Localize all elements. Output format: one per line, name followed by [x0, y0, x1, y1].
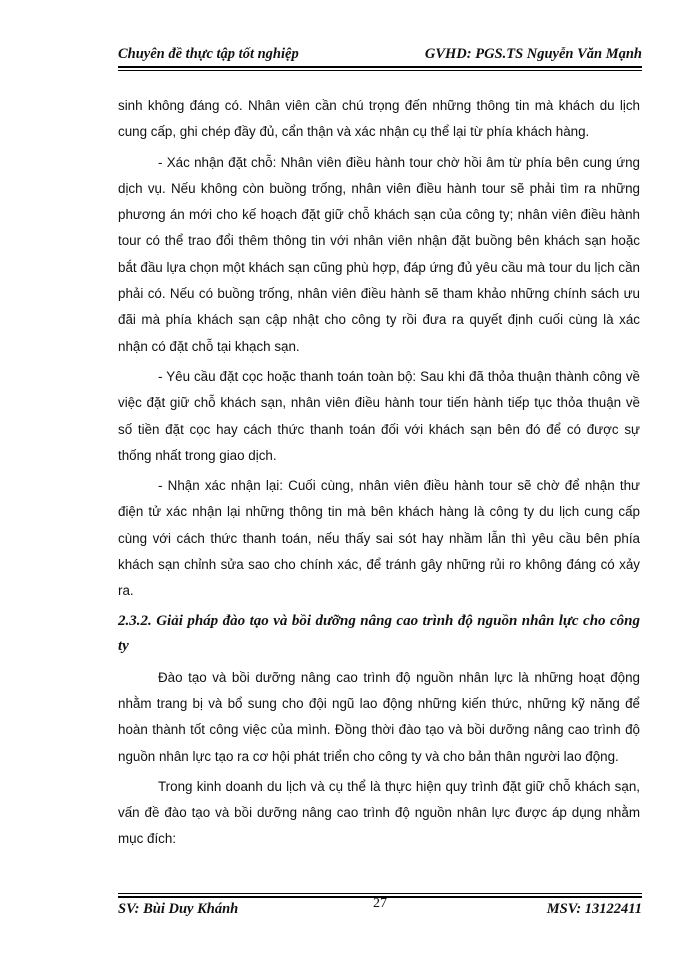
- header-rule-thin: [118, 70, 642, 71]
- paragraph-booking-confirmation: - Xác nhận đặt chỗ: Nhân viên điều hành tour chờ hồi âm từ phía bên cung ứng dịch vụ. Nếu không còn buồng trống, nhân viên điều hành tour sẽ phải tìm ra những phương án mới cho kế hoạch đặt giữ chỗ khách sạn của công ty; nhân viên điều hành tour có thể trao đổi thêm thông tin với nhân viên nhận đặt buồng bên khách sạn hoặc bắt đầu lựa chọn một khách sạn cũng phù hợp, đáp ứng đủ yêu cầu mà tour du lịch cần phải có. Nếu có buồng trống, nhân viên điều hành sẽ tham khảo những chính sách ưu đãi mà phía khách sạn cập nhật cho công ty rồi đưa ra quyết định cuối cùng là xác nhận có đặt chỗ tại khạch sạn.: [118, 154, 640, 354]
- header-rule-thick: [118, 66, 642, 68]
- paragraph-continued: sinh không đáng có. Nhân viên cần chú trọng đến những thông tin mà khách du lịch cung cấp, ghi chép đầy đủ, cẩn thận và xác nhận cụ thể lại từ phía khách hàng.: [118, 98, 640, 140]
- paragraph-reconfirmation: - Nhận xác nhận lại: Cuối cùng, nhân viên điều hành tour sẽ chờ để nhận thư điện tử xác nhận lại những thông tin mà bên khách hàng là công ty du lịch cung cấp cùng với cách thức thanh toán, nếu thấy sai sót hay nhầm lẫn thì yêu cầu bên phía khách sạn chỉnh sửa sao cho chính xác, để tránh gây những rủi ro không đáng có xảy ra.: [118, 478, 640, 599]
- page-footer: [118, 893, 642, 919]
- footer-rule-thin: [118, 893, 642, 894]
- header-advisor: GVHD: PGS.TS Nguyễn Văn Mạnh: [424, 46, 642, 62]
- footer-student-id: MSV: 13122411: [546, 901, 642, 917]
- paragraph-training-purpose: Trong kinh doanh du lịch và cụ thể là thực hiện quy trình đặt giữ chỗ khách sạn, vấn đề đào tạo và bồi dưỡng nâng cao trình độ nguồn nhân lực được áp dụng nhằm mục đích:: [118, 778, 640, 847]
- header-document-title: Chuyên đề thực tập tốt nghiệp: [118, 46, 299, 62]
- page-header: [118, 44, 642, 70]
- section-heading: 2.3.2. Giải pháp đào tạo và bồi dưỡng nâng cao trình độ nguồn nhân lực cho công ty: [118, 612, 640, 654]
- document-body: [118, 93, 640, 857]
- paragraph-training-definition: Đào tạo và bồi dưỡng nâng cao trình độ nguồn nhân lực là những hoạt động nhằm trang bị và bổ sung cho đội ngũ lao động những kiến thức, những kỹ năng để hoàn thành tốt công việc của mình. Đồng thời đào tạo và bồi dưỡng nâng cao trình độ nguồn nhân lực tạo ra cơ hội phát triển cho công ty và cho bản thân người lao động.: [118, 669, 640, 764]
- paragraph-deposit-request: - Yêu cầu đặt cọc hoặc thanh toán toàn bộ: Sau khi đã thỏa thuận thành công về việc đặt giữ chỗ khách sạn, nhân viên điều hành tour tiến hành tiếp tục thỏa thuận về số tiền đặt cọc hay cách thức thanh toán đối với khách sạn bên đó để có được sự thống nhất trong giao dịch.: [118, 368, 640, 463]
- footer-student-name: SV: Bùi Duy Khánh: [118, 901, 239, 917]
- page-number: 27: [373, 896, 387, 911]
